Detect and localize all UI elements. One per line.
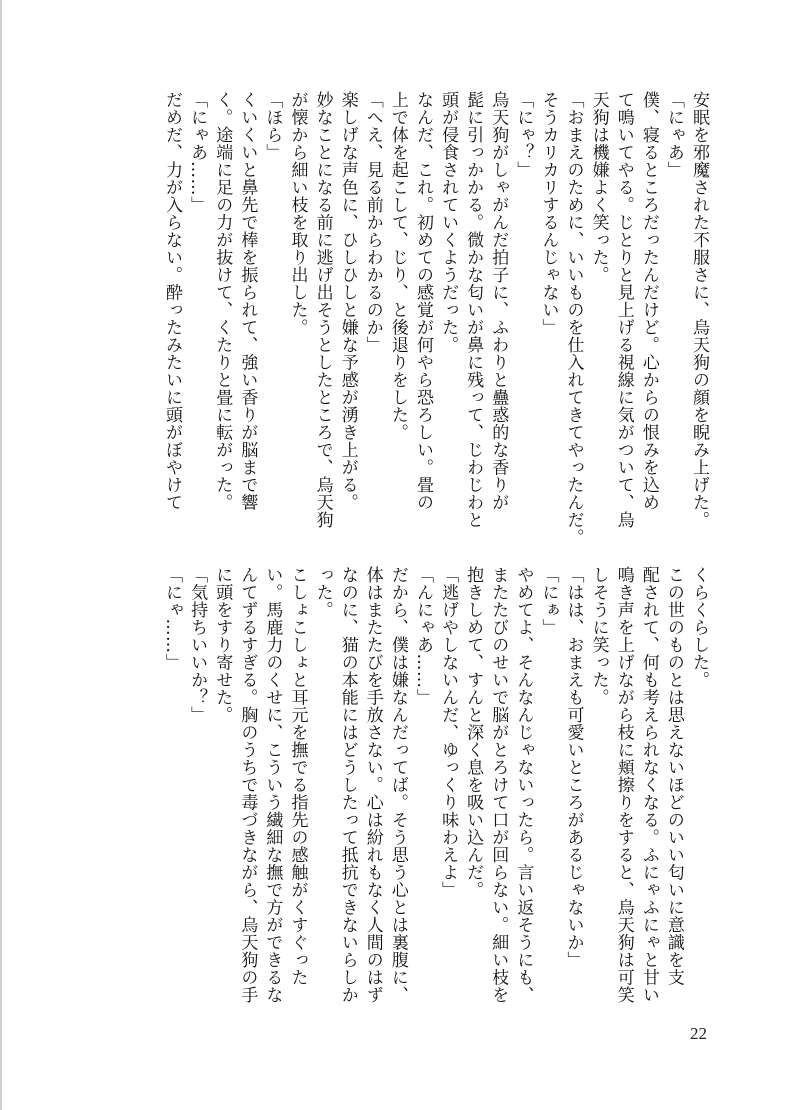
text-line: 「んにゃあ……」 bbox=[412, 566, 433, 706]
text-block-upper bbox=[91, 91, 711, 546]
text-line: しそうに笑った。 bbox=[588, 566, 609, 706]
text-line: 「ほら」 bbox=[262, 91, 283, 161]
text-line: に頭をすり寄せた。 bbox=[212, 566, 233, 724]
text-line: 「にゃあ」 bbox=[663, 91, 684, 179]
text-line: やめてよ、そんなんじゃないったら。言い返そうにも、 bbox=[513, 566, 534, 1004]
text-line: 妙なことになる前に逃げ出そうとしたところで、烏天狗 bbox=[312, 91, 333, 529]
text-line: 「おまえのために、いいものを仕入れてきてやったんだ。 bbox=[563, 91, 584, 546]
text-line: て鳴いてやる。じとりと見上げる視線に気がついて、烏 bbox=[613, 91, 634, 529]
text-line: 安眠を邪魔された不服さに、烏天狗の顔を睨み上げた。 bbox=[689, 91, 709, 529]
text-line: 楽しげな声色に、ひしひしと嫌な予感が湧き上がる。 bbox=[337, 91, 358, 511]
text-line: こしょこしょと耳元を撫でる指先の感触がくすぐった bbox=[287, 566, 308, 986]
text-line: なのに、猫の本能にはどうしたって抵抗できないらしか bbox=[337, 566, 358, 1004]
text-line: なんだ、これ。初めての感覚が何やら恐ろしい。畳の bbox=[412, 91, 433, 511]
text-line: この世のものとは思えないほどのいい匂いに意識を支 bbox=[663, 566, 684, 986]
text-line: 「気持ちいいか？」 bbox=[187, 566, 208, 724]
text-line: い。馬鹿力のくせに、こういう繊細な撫で方ができるな bbox=[262, 566, 283, 1004]
text-line: 「にゃ？」 bbox=[513, 91, 534, 179]
text-line: 「はは、おまえも可愛いところがあるじゃないか」 bbox=[563, 566, 584, 969]
text-line: 烏天狗がしゃがんだ拍子に、ふわりと蠱惑的な香りが bbox=[488, 91, 509, 511]
text-line: 僕、寝るところだったんだけど。心からの恨みを込め bbox=[638, 91, 659, 511]
text-line: 「逃げやしないんだ、ゆっくり味わえよ」 bbox=[438, 566, 459, 899]
text-line: 髭に引っかかる。微かな匂いが鼻に残って、じわじわと bbox=[463, 91, 484, 529]
text-line: 上で体を起こして、じり、と後退りをした。 bbox=[387, 91, 408, 441]
page-number: 22 bbox=[690, 1024, 707, 1043]
text-block-lower bbox=[91, 566, 711, 1003]
text-line: 「へえ、見る前からわかるのか」 bbox=[362, 91, 383, 354]
text-line: 「にぁ」 bbox=[538, 566, 559, 636]
text-line: 抱きしめて、すんと深く息を吸い込んだ。 bbox=[463, 566, 484, 899]
text-line: 配されて、何も考えられなくなる。ふにゃふにゃと甘い bbox=[638, 566, 659, 1004]
text-line: んてずるすぎる。胸のうちで毒づきながら、烏天狗の手 bbox=[237, 566, 258, 1004]
text-line: く。途端に足の力が抜けて、くたりと畳に転がった。 bbox=[212, 91, 233, 511]
text-line: が懐から細い枝を取り出した。 bbox=[287, 91, 308, 336]
text-line: 「にゃ……」 bbox=[162, 566, 183, 671]
text-line: った。 bbox=[312, 566, 333, 619]
text-line: くいくいと鼻先で棒を振られて、強い香りが脳まで響 bbox=[237, 91, 258, 511]
text-line: だめだ、力が入らない。酔ったみたいに頭がぼやけて bbox=[162, 91, 183, 511]
text-line: またたびのせいで脳がとろけて口が回らない。細い枝を bbox=[488, 566, 509, 1004]
page-edge-shadow bbox=[0, 0, 2, 1110]
text-line: 体はまたたびを手放さない。心は紛れもなく人間のはず bbox=[362, 566, 383, 1004]
text-line: 天狗は機嫌よく笑った。 bbox=[588, 91, 609, 284]
text-line: 頭が侵食されていくようだった。 bbox=[438, 91, 459, 354]
text-line: そうカリカリするんじゃない」 bbox=[538, 91, 559, 336]
text-line: くらくらした。 bbox=[689, 566, 709, 689]
text-line: 鳴き声を上げながら枝に頬擦りをすると、烏天狗は可笑 bbox=[613, 566, 634, 1004]
text-line: だから、僕は嫌なんだってば。そう思う心とは裏腹に、 bbox=[387, 566, 408, 1004]
text-line: 「にゃあ……」 bbox=[187, 91, 208, 214]
